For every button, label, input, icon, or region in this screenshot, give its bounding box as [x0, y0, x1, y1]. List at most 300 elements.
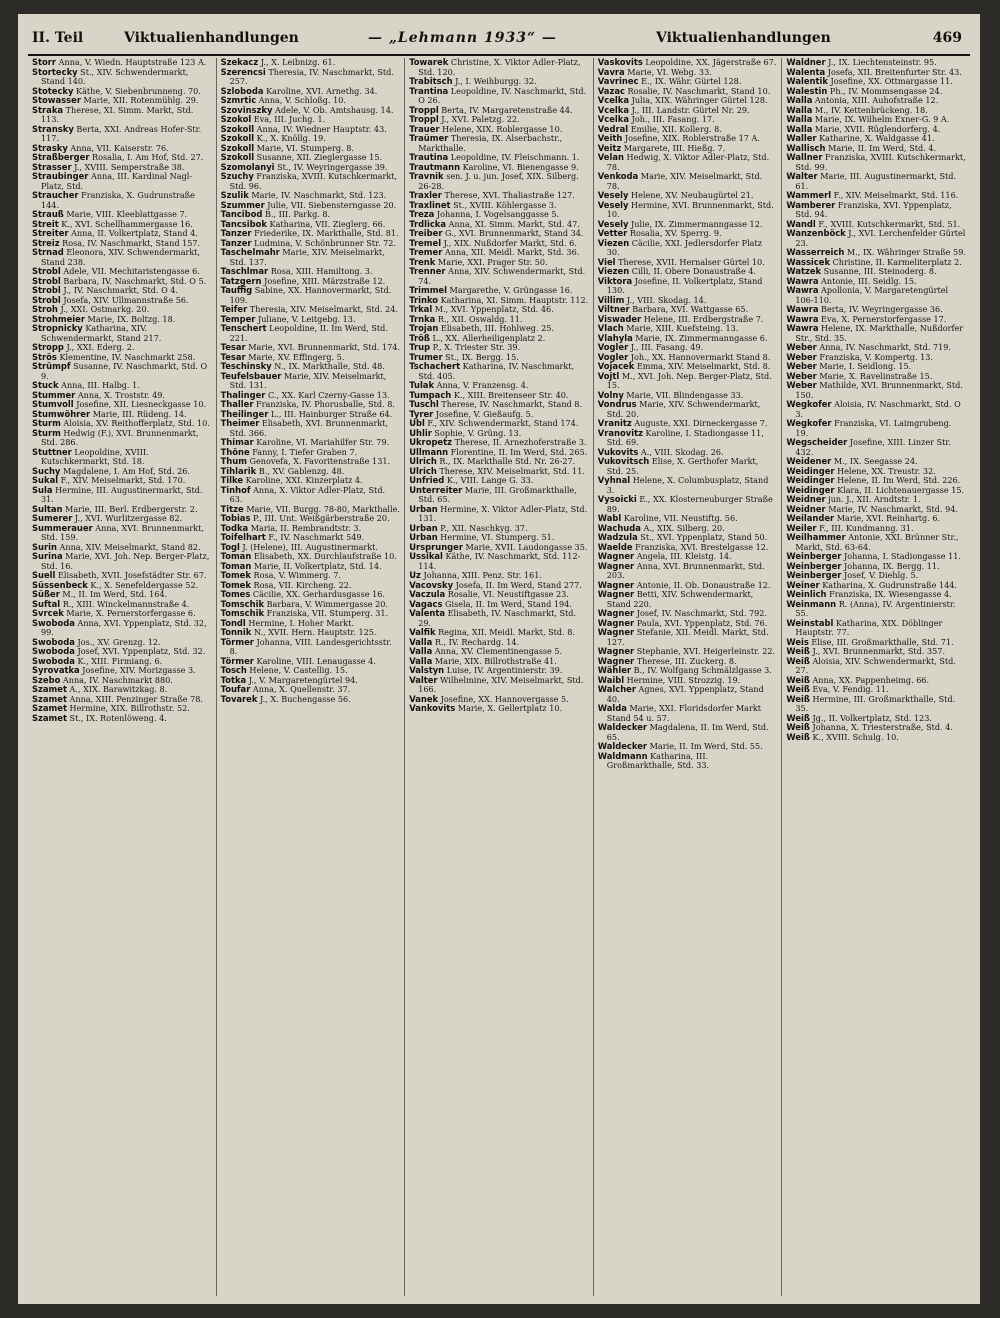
entry-name: Weiß	[786, 731, 810, 742]
entry-name: Viswader	[597, 313, 642, 324]
entry-name: Wagner	[597, 551, 635, 561]
directory-entry	[598, 429, 778, 448]
entry-name: Tremel	[409, 237, 442, 248]
entry-name: Waller	[786, 133, 817, 143]
entry-name: Ullmann	[409, 446, 449, 457]
entry-details: Marie, XIV. Schwendermarkt, Std. 20.	[606, 399, 761, 419]
entry-name: Strauß	[32, 209, 64, 219]
entry-details: Anna, V. Franzensg. 4.	[434, 380, 529, 390]
directory-entry	[409, 267, 589, 286]
entry-name: Sultan	[32, 503, 63, 514]
entry-name: Viezen	[597, 266, 630, 276]
entry-name: Straubinger	[32, 171, 89, 181]
entry-details: Barbara, IV. Naschmarkt, Std. O 5.	[60, 275, 207, 286]
entry-details: Friederike, IX. Markthalle, Std. 81.	[251, 228, 399, 238]
entry-details: Josefine, XX. Ottmargasse 11.	[827, 76, 953, 86]
directory-entry	[221, 324, 401, 343]
entry-details: F., XVIII. Kutschkermarkt, Std. 51.	[815, 218, 961, 229]
entry-name: Weiß	[786, 674, 810, 685]
directory-entry	[409, 486, 589, 505]
directory-entry	[221, 172, 401, 191]
entry-name: Tancsibok	[220, 218, 267, 229]
entry-name: Walenta	[786, 66, 826, 77]
entry-name: Streiter	[32, 228, 69, 238]
entry-details: Marie, II. Im Werd, Std. 55.	[647, 741, 763, 751]
entry-name: Vavra	[597, 66, 625, 77]
entry-name: Tyrer	[409, 408, 434, 419]
entry-name: Vukovitsch	[597, 456, 650, 466]
entry-details: A., XIX. Barawitzkag. 8.	[66, 684, 168, 694]
entry-details: Helene, XIX. Roblergasse 10.	[439, 123, 563, 134]
entry-name: Wawra	[786, 323, 819, 333]
entry-details: Therese, III. Zuckerg. 8.	[634, 655, 737, 666]
directory-entry	[786, 324, 966, 343]
entry-name: Weidner	[786, 494, 826, 504]
entry-name: Waibl	[597, 674, 625, 685]
entry-name: Streit	[32, 218, 59, 229]
entry-details: Wilhelmine, XIV. Meiselmarkt, Std. 166.	[418, 674, 584, 694]
part-label: II. Teil	[32, 30, 84, 46]
entry-details: Marie, VII. Blindengasse 33.	[623, 389, 744, 400]
entry-name: Tilke	[220, 475, 244, 485]
entry-details: Elise, X. Gerthofer Markt, Std. 25.	[606, 456, 759, 476]
entry-name: Vetter	[597, 228, 628, 238]
entry-details: Katharina, VII. Zieglerg. 66.	[266, 218, 386, 229]
directory-entry	[598, 590, 778, 609]
entry-details: A., VIII. Skodag. 26.	[638, 446, 724, 457]
entry-name: Trautmann	[409, 161, 461, 172]
entry-name: Teifer	[220, 304, 248, 314]
entry-name: Uhlir	[409, 427, 432, 438]
entry-details: Marie, IX. Boltzg. 18.	[84, 313, 176, 324]
directory-entry	[409, 609, 589, 628]
entry-name: Ubl	[409, 418, 425, 428]
directory-entry	[598, 457, 778, 476]
entry-details: Therese, II. Arnezhoferstraße 3.	[452, 437, 587, 447]
entry-details: Emma, XIV. Meiselmarkt, Std. 8.	[634, 361, 771, 371]
entry-name: Valla	[409, 646, 433, 656]
entry-name: Suftal	[32, 598, 61, 609]
entry-details: Johanna, VIII. Landesgerichtsstr. 8.	[229, 636, 392, 656]
entry-name: Ussikal	[409, 551, 443, 561]
entry-details: Leopoldine, IV. Fleischmann. 1.	[448, 152, 580, 162]
entry-details: Anna, XIV. Schwendermarkt, Std. 74.	[418, 266, 586, 286]
entry-name: Vukovits	[597, 446, 639, 457]
entry-name: Süßer	[32, 589, 60, 599]
entry-name: Vogler	[597, 342, 629, 352]
entry-name: Strümpf	[32, 361, 71, 371]
entry-details: Franziska, X. Gudrunstraße 144.	[41, 190, 195, 210]
entry-details: M., IX. Währinger Straße 59.	[844, 247, 966, 257]
entry-name: Sturm	[32, 418, 61, 428]
entry-details: Adele, V. Ob. Amtshausg. 14.	[272, 104, 394, 115]
entry-details: Therese, XIV. Meiselmarkt, Std. 11.	[436, 465, 585, 476]
directory-entry	[598, 201, 778, 220]
entry-name: Unfried	[409, 475, 445, 485]
entry-details: Julia, XIX. Währinger Gürtel 128.	[629, 95, 768, 105]
entry-name: Trautina	[409, 152, 449, 162]
entry-name: Strasser	[32, 161, 72, 172]
entry-name: Viel	[597, 256, 616, 267]
directory-entry	[32, 106, 212, 125]
entry-name: Streiz	[32, 237, 60, 248]
directory-entry	[221, 638, 401, 657]
directory-entry	[221, 286, 401, 305]
directory-entry	[32, 248, 212, 267]
entry-name: Tomschik	[220, 598, 265, 609]
entry-details: Leopoldine, II. Im Werd, Std. 221.	[229, 323, 388, 343]
directory-entry	[598, 239, 778, 258]
entry-name: Togl	[220, 541, 240, 552]
entry-details: Karoline, VI. Bienengasse 9.	[460, 161, 579, 172]
entry-name: Toufar	[220, 684, 251, 694]
entry-details: Fanny, I. Tiefer Graben 7.	[249, 446, 358, 457]
directory-entry	[786, 533, 966, 552]
entry-name: Walcher	[597, 684, 636, 694]
entry-details: Marie, IV. Naschmarkt, Std. 123.	[248, 190, 387, 200]
entry-details: F., XIV. Schwendermarkt, Stand 174.	[424, 418, 579, 428]
entry-details: Anna, XX. Pappenheimg. 66.	[809, 674, 930, 685]
entry-name: Tesar	[220, 351, 246, 362]
entry-name: Szokoll	[220, 142, 255, 153]
entry-name: Weber	[786, 342, 817, 352]
entry-name: Walla	[786, 95, 813, 105]
directory-entry	[32, 524, 212, 543]
entry-name: Waldner	[786, 58, 826, 67]
entry-name: Ursprunger	[409, 541, 463, 552]
entry-details: Johanna, I. Stadiongasse 11.	[841, 551, 961, 561]
entry-details: Christine, X. Viktor Adler-Platz, Std. 120.	[418, 58, 581, 77]
entry-details: Josefine, XIX. Roblerstraße 17 A.	[622, 133, 760, 143]
entry-details: Josefine, XX. Hannovergasse 5.	[438, 693, 569, 704]
entry-details: Marie, X. Gellertplatz 10.	[455, 703, 563, 713]
entry-details: Apollonia, V. Margaretengürtel 106-110.	[795, 285, 949, 305]
directory-entry	[221, 486, 401, 505]
entry-name: Troppl	[409, 104, 439, 115]
entry-details: M., IV. Kettenbrückeng. 18.	[812, 104, 928, 115]
entry-details: B., IV. Wolfgang Schmälzlgasse 3.	[631, 665, 772, 675]
entry-name: Tauffig	[220, 285, 253, 295]
entry-details: Marie, XV. Effingerg. 5.	[245, 351, 345, 362]
directory-entry	[598, 400, 778, 419]
directory-entry	[221, 419, 401, 438]
entry-details: Karoline, VII. Neustiftg. 56.	[621, 513, 738, 523]
entry-name: Szamet	[32, 693, 67, 704]
page-number: 469	[932, 30, 962, 46]
entry-details: Anna, III. Kardinal Nagl-Platz, Std.	[41, 171, 193, 191]
directory-entry	[598, 752, 778, 771]
entry-name: Totka	[220, 674, 247, 685]
entry-details: J., XVI. Paletzg. 22.	[438, 114, 520, 124]
entry-details: Marie, XII. Rotenmühlg. 29.	[80, 95, 199, 105]
entry-details: K., VIII. Lange G. 33.	[444, 475, 534, 485]
entry-details: Aloisia, XV. Reithofferplatz, Std. 10.	[60, 418, 210, 428]
entry-name: Tomes	[220, 589, 251, 599]
entry-name: Vranovitz	[597, 427, 643, 438]
entry-details: P., III. Unt. Weißgärberstraße 20.	[250, 513, 390, 523]
entry-details: Antonie, III. Seidlg. 15.	[818, 275, 917, 286]
entry-details: K., XVI. Schellhammergasse 16.	[58, 218, 193, 229]
entry-details: Katharina, XI. Simm. Hauptstr. 112.	[438, 294, 589, 305]
entry-name: Thum	[220, 456, 247, 466]
entry-details: Josefine, XII. Liesneckgasse 10.	[73, 399, 207, 409]
entry-details: J., XVI. Brunnenmarkt, Std. 357.	[809, 646, 946, 656]
entry-name: Temper	[220, 313, 256, 324]
entry-details: Franziska, IV. Phorusballe, Std. 8.	[253, 399, 395, 409]
entry-name: Walestin	[786, 85, 828, 96]
entry-details: K., X. Senefeldergasse 52.	[87, 579, 199, 590]
entry-details: Johanna, I. Vogelsanggasse 5.	[434, 209, 560, 219]
entry-details: Antonia, XIII. Auhofstraße 12.	[812, 95, 939, 105]
entry-details: Antonie, XXI. Brünner Str., Markt, Std. 63-64.	[795, 532, 959, 552]
entry-name: Syrovatka	[32, 665, 80, 675]
entry-details: Margarethe, V. Grüngasse 16.	[446, 285, 573, 295]
entry-name: Uz	[409, 570, 421, 580]
entry-details: Marie, IV. Naschmarkt, Std. 94.	[825, 503, 958, 514]
entry-name: Weiß	[786, 646, 810, 656]
entry-name: Urban	[409, 522, 438, 533]
directory-entry	[32, 362, 212, 381]
entry-details: M., II. Im Werd, Std. 164.	[59, 589, 168, 599]
directory-entry	[221, 68, 401, 87]
entry-name: Venkoda	[597, 171, 639, 181]
entry-name: Veith	[597, 133, 623, 143]
entry-details: Helene, III. Erdbergstraße 7.	[641, 313, 764, 324]
directory-entry	[409, 172, 589, 191]
entry-details: Aloisia, IV. Naschmarkt, Std. O 3.	[795, 399, 961, 419]
entry-name: Szokoll	[220, 133, 255, 143]
directory-entry	[598, 704, 778, 723]
entry-details: Karoline, VIII. Lenaugasse 4.	[253, 655, 376, 666]
directory-entry	[32, 429, 212, 448]
entry-name: Tumpach	[409, 389, 452, 400]
entry-name: Vaskovits	[597, 58, 643, 67]
entry-name: Stumwöhrer	[32, 408, 91, 419]
entry-details: K., XVIII. Schulg. 10.	[809, 731, 899, 742]
entry-details: Julie, IX. Zimmermanngasse 12.	[628, 218, 763, 229]
entry-name: Stuck	[32, 380, 59, 390]
entry-details: Josefa, XII. Breitenfurter Str. 43.	[825, 66, 962, 77]
entry-details: Käthe, IV. Naschmarkt, Std. 112-114.	[418, 551, 581, 571]
entry-details: Marie, VI. Stumperg. 8.	[254, 142, 354, 153]
entry-details: Marie, VI. Webg. 33.	[624, 66, 712, 77]
entry-name: Stowasser	[32, 95, 81, 105]
entry-name: Theimer	[220, 418, 260, 428]
entry-details: Stefanie, XII. Meidl. Markt, Std. 127.	[606, 627, 769, 647]
entry-name: Wawra	[786, 313, 819, 324]
directory-entry	[409, 362, 589, 381]
entry-name: Todka	[220, 522, 249, 533]
entry-details: Emilie, XII. Kollerg. 8.	[628, 123, 722, 134]
entry-name: Trauer	[409, 123, 440, 134]
entry-details: Rosalie, VI. Neustiftgasse 23.	[445, 589, 569, 599]
entry-name: Walter	[786, 171, 818, 181]
entry-name: Swoboda	[32, 617, 75, 628]
entry-name: Tomek	[220, 579, 251, 590]
entry-details: Anna, IV. Naschmarkt 880.	[60, 674, 173, 685]
entry-details: Hermine, X. Viktor Adler-Platz, Std. 131.	[418, 503, 588, 523]
entry-name: Tatzgern	[220, 275, 262, 286]
entry-details: Susanne, III. Steinoderg. 8.	[821, 266, 937, 276]
entry-name: Wegscheider	[786, 437, 848, 447]
entry-details: Franziska, XVIII. Kutschkermarkt, Std. 96.	[229, 171, 398, 191]
column-3	[404, 58, 593, 1296]
entry-name: Szokol	[220, 114, 252, 124]
entry-details: Joh., III. Fasang. 17.	[629, 114, 715, 124]
entry-details: Mathilde, XVI. Brunnenmarkt, Std. 150.	[795, 380, 963, 400]
entry-details: Marie, XXI. Prager Str. 50.	[435, 256, 548, 267]
entry-details: Sophie, V. Grüng. 13.	[431, 427, 522, 438]
entry-details: J., XXI. Ederg. 2.	[63, 342, 135, 352]
entry-name: Strohmeier	[32, 313, 85, 324]
entry-details: J., XVI. Lerchenfelder Gürtel 23.	[795, 228, 966, 248]
entry-name: Vacovsky	[409, 579, 454, 590]
entry-name: Stropp	[32, 342, 64, 352]
entry-details: Theresia, IX. Alserbachstr., Markthalle.	[418, 133, 563, 153]
entry-details: Hedwig (F.), XVI. Brunnenmarkt, Std. 286.	[41, 427, 199, 447]
entry-name: Weidener	[786, 456, 832, 466]
entry-details: Anna, X. Viktor Adler-Platz, Std. 63.	[229, 484, 386, 504]
directory-entry	[598, 685, 778, 704]
entry-name: Tröß	[409, 332, 430, 343]
entry-name: Wandl	[786, 218, 816, 229]
entry-columns	[28, 58, 970, 1296]
directory-entry	[786, 419, 966, 438]
entry-details: Klementine, IV. Naschmarkt 258.	[56, 351, 196, 362]
entry-details: Katharina, III. Großmarkthalle, Std. 33.	[606, 750, 710, 770]
entry-name: Szebo	[32, 674, 61, 685]
entry-name: Tschachert	[409, 361, 461, 371]
entry-details: Franziska, XVIII. Kutschkermarkt, Std. 99.	[795, 152, 966, 172]
column-2	[216, 58, 405, 1296]
entry-name: Wammerl	[786, 190, 832, 200]
entry-name: Weiß	[786, 655, 810, 666]
entry-name: Valla	[409, 636, 433, 647]
entry-name: Weiß	[786, 712, 810, 723]
entry-name: Teufelsbauer	[220, 370, 282, 381]
entry-name: Straucher	[32, 190, 79, 200]
entry-name: Weis	[786, 636, 809, 647]
entry-name: Tuschl	[409, 399, 439, 409]
entry-name: Süssenbeck	[32, 579, 88, 590]
entry-name: Treiber	[409, 228, 443, 238]
directory-entry	[32, 552, 212, 571]
entry-details: R., IX. Markthalle Std. Nr. 26-27.	[436, 456, 576, 466]
entry-name: Szmrtic	[220, 95, 257, 105]
entry-details: Ph., IV. Mommsengasse 24.	[827, 85, 943, 96]
entry-name: Szokoll	[220, 152, 255, 162]
entry-name: Szokoll	[220, 123, 255, 134]
entry-details: St., IX. Bergg. 15.	[442, 351, 519, 362]
entry-name: Wamberer	[786, 199, 836, 210]
entry-details: Anna, X. Troststr. 49.	[75, 389, 165, 400]
entry-details: Karoline, I. Stadiongasse 11, Std. 69.	[606, 427, 764, 447]
directory-entry	[32, 714, 212, 724]
entry-name: Wegkofer	[786, 418, 832, 428]
entry-name: Travnik	[409, 171, 444, 181]
entry-name: Strnad	[32, 247, 64, 257]
entry-name: Traxler	[409, 190, 442, 200]
entry-details: Elisabeth, XX. Durchlaufstraße 10.	[251, 551, 397, 561]
entry-details: G., XVI. Brunnenmarkt, Stand 34.	[442, 228, 584, 238]
entry-details: J., III. Fasang. 49.	[628, 342, 704, 352]
entry-details: jun. J., XII. Arndtstr. 1.	[825, 494, 921, 504]
entry-details: Stephanie, XVI. Heigerleinstr. 22.	[634, 646, 776, 656]
entry-details: Joh., XX. Hannovermarkt Stand 8.	[628, 351, 771, 362]
entry-details: Josefine, XIV. Morizgasse 3.	[79, 665, 196, 675]
entry-details: Anna, XVI. Brunnenmarkt, Std. 203.	[606, 560, 765, 580]
entry-name: Unterreiter	[409, 484, 463, 495]
entry-name: Tanzer	[220, 237, 252, 248]
entry-details: Marie, XXI. Floridsdorfer Markt Stand 54 u. 57.	[606, 703, 761, 723]
entry-details: Margarete, III. Hießg. 7.	[621, 142, 726, 153]
entry-details: P., XII. Naschkyg. 37.	[437, 522, 528, 533]
entry-details: Therese, IV. Naschmarkt, Stand 8.	[438, 399, 583, 409]
directory-entry	[598, 277, 778, 296]
directory-entry	[32, 619, 212, 638]
directory-entry	[598, 628, 778, 647]
entry-name: Vazac	[597, 85, 625, 96]
entry-name: Tihlarik	[220, 465, 257, 476]
directory-entry	[786, 600, 966, 619]
entry-details: E., XX. Klosterneuburger Straße 89.	[606, 494, 773, 514]
entry-details: K., X. Knöllg. 19.	[254, 133, 326, 143]
directory-entry	[221, 248, 401, 267]
directory-entry	[598, 476, 778, 495]
entry-details: Luise, IV. Argentinierstr. 39.	[444, 665, 563, 675]
entry-name: Weber	[786, 351, 817, 362]
directory-entry	[409, 704, 589, 714]
entry-details: J., XVIII. Semperstraße 38.	[71, 161, 185, 172]
entry-details: Franziska, V. Kompertg. 13.	[816, 351, 934, 362]
entry-name: Toman	[220, 551, 252, 561]
entry-name: Vesely	[597, 218, 629, 229]
entry-name: Villim	[597, 294, 625, 305]
entry-details: Marie, XIV. Meiselmarkt, Std. 137.	[229, 247, 385, 267]
entry-name: Weinstabl	[786, 617, 834, 628]
entry-name: Tomschik	[220, 608, 265, 618]
directory-entry	[786, 153, 966, 172]
entry-name: Valla	[409, 655, 433, 666]
column-4	[593, 58, 782, 1296]
entry-name: Trenner	[409, 266, 446, 276]
entry-details: Theresia, IV. Naschmarkt, Std. 257.	[229, 66, 394, 86]
entry-details: B., III. Parkg. 8.	[262, 209, 331, 219]
entry-name: Tesar	[220, 342, 246, 352]
entry-name: Sumerer	[32, 513, 73, 523]
entry-name: Trabitsch	[409, 76, 453, 86]
entry-name: Trkal	[409, 304, 433, 314]
entry-details: Helene, XV. Neubaugürtel 21.	[628, 190, 754, 200]
entry-details: Josefine, V. Gießaufg. 5.	[433, 408, 534, 419]
entry-name: Trojan	[409, 323, 439, 333]
entry-name: Tovarek	[220, 693, 258, 704]
entry-name: Trenk	[409, 256, 436, 267]
entry-details: Anna, IV. Wiedner Hauptstr. 43.	[254, 123, 387, 134]
directory-entry	[786, 400, 966, 419]
entry-name: Vavrinec	[597, 76, 639, 86]
entry-name: Weber	[786, 370, 817, 381]
entry-name: Törmer	[220, 655, 254, 666]
entry-details: Elisabeth, III. Hohlweg. 25.	[438, 323, 554, 333]
entry-name: Szovinszky	[220, 104, 273, 115]
entry-name: Waldmann	[597, 750, 648, 761]
entry-name: Weinberger	[786, 560, 842, 571]
entry-name: Wegkofer	[786, 399, 832, 409]
entry-details: Anna, XVI. Yppenplatz, Std. 32, 99.	[41, 617, 207, 637]
entry-name: Vlahyla	[597, 332, 633, 343]
directory-entry	[409, 134, 589, 153]
